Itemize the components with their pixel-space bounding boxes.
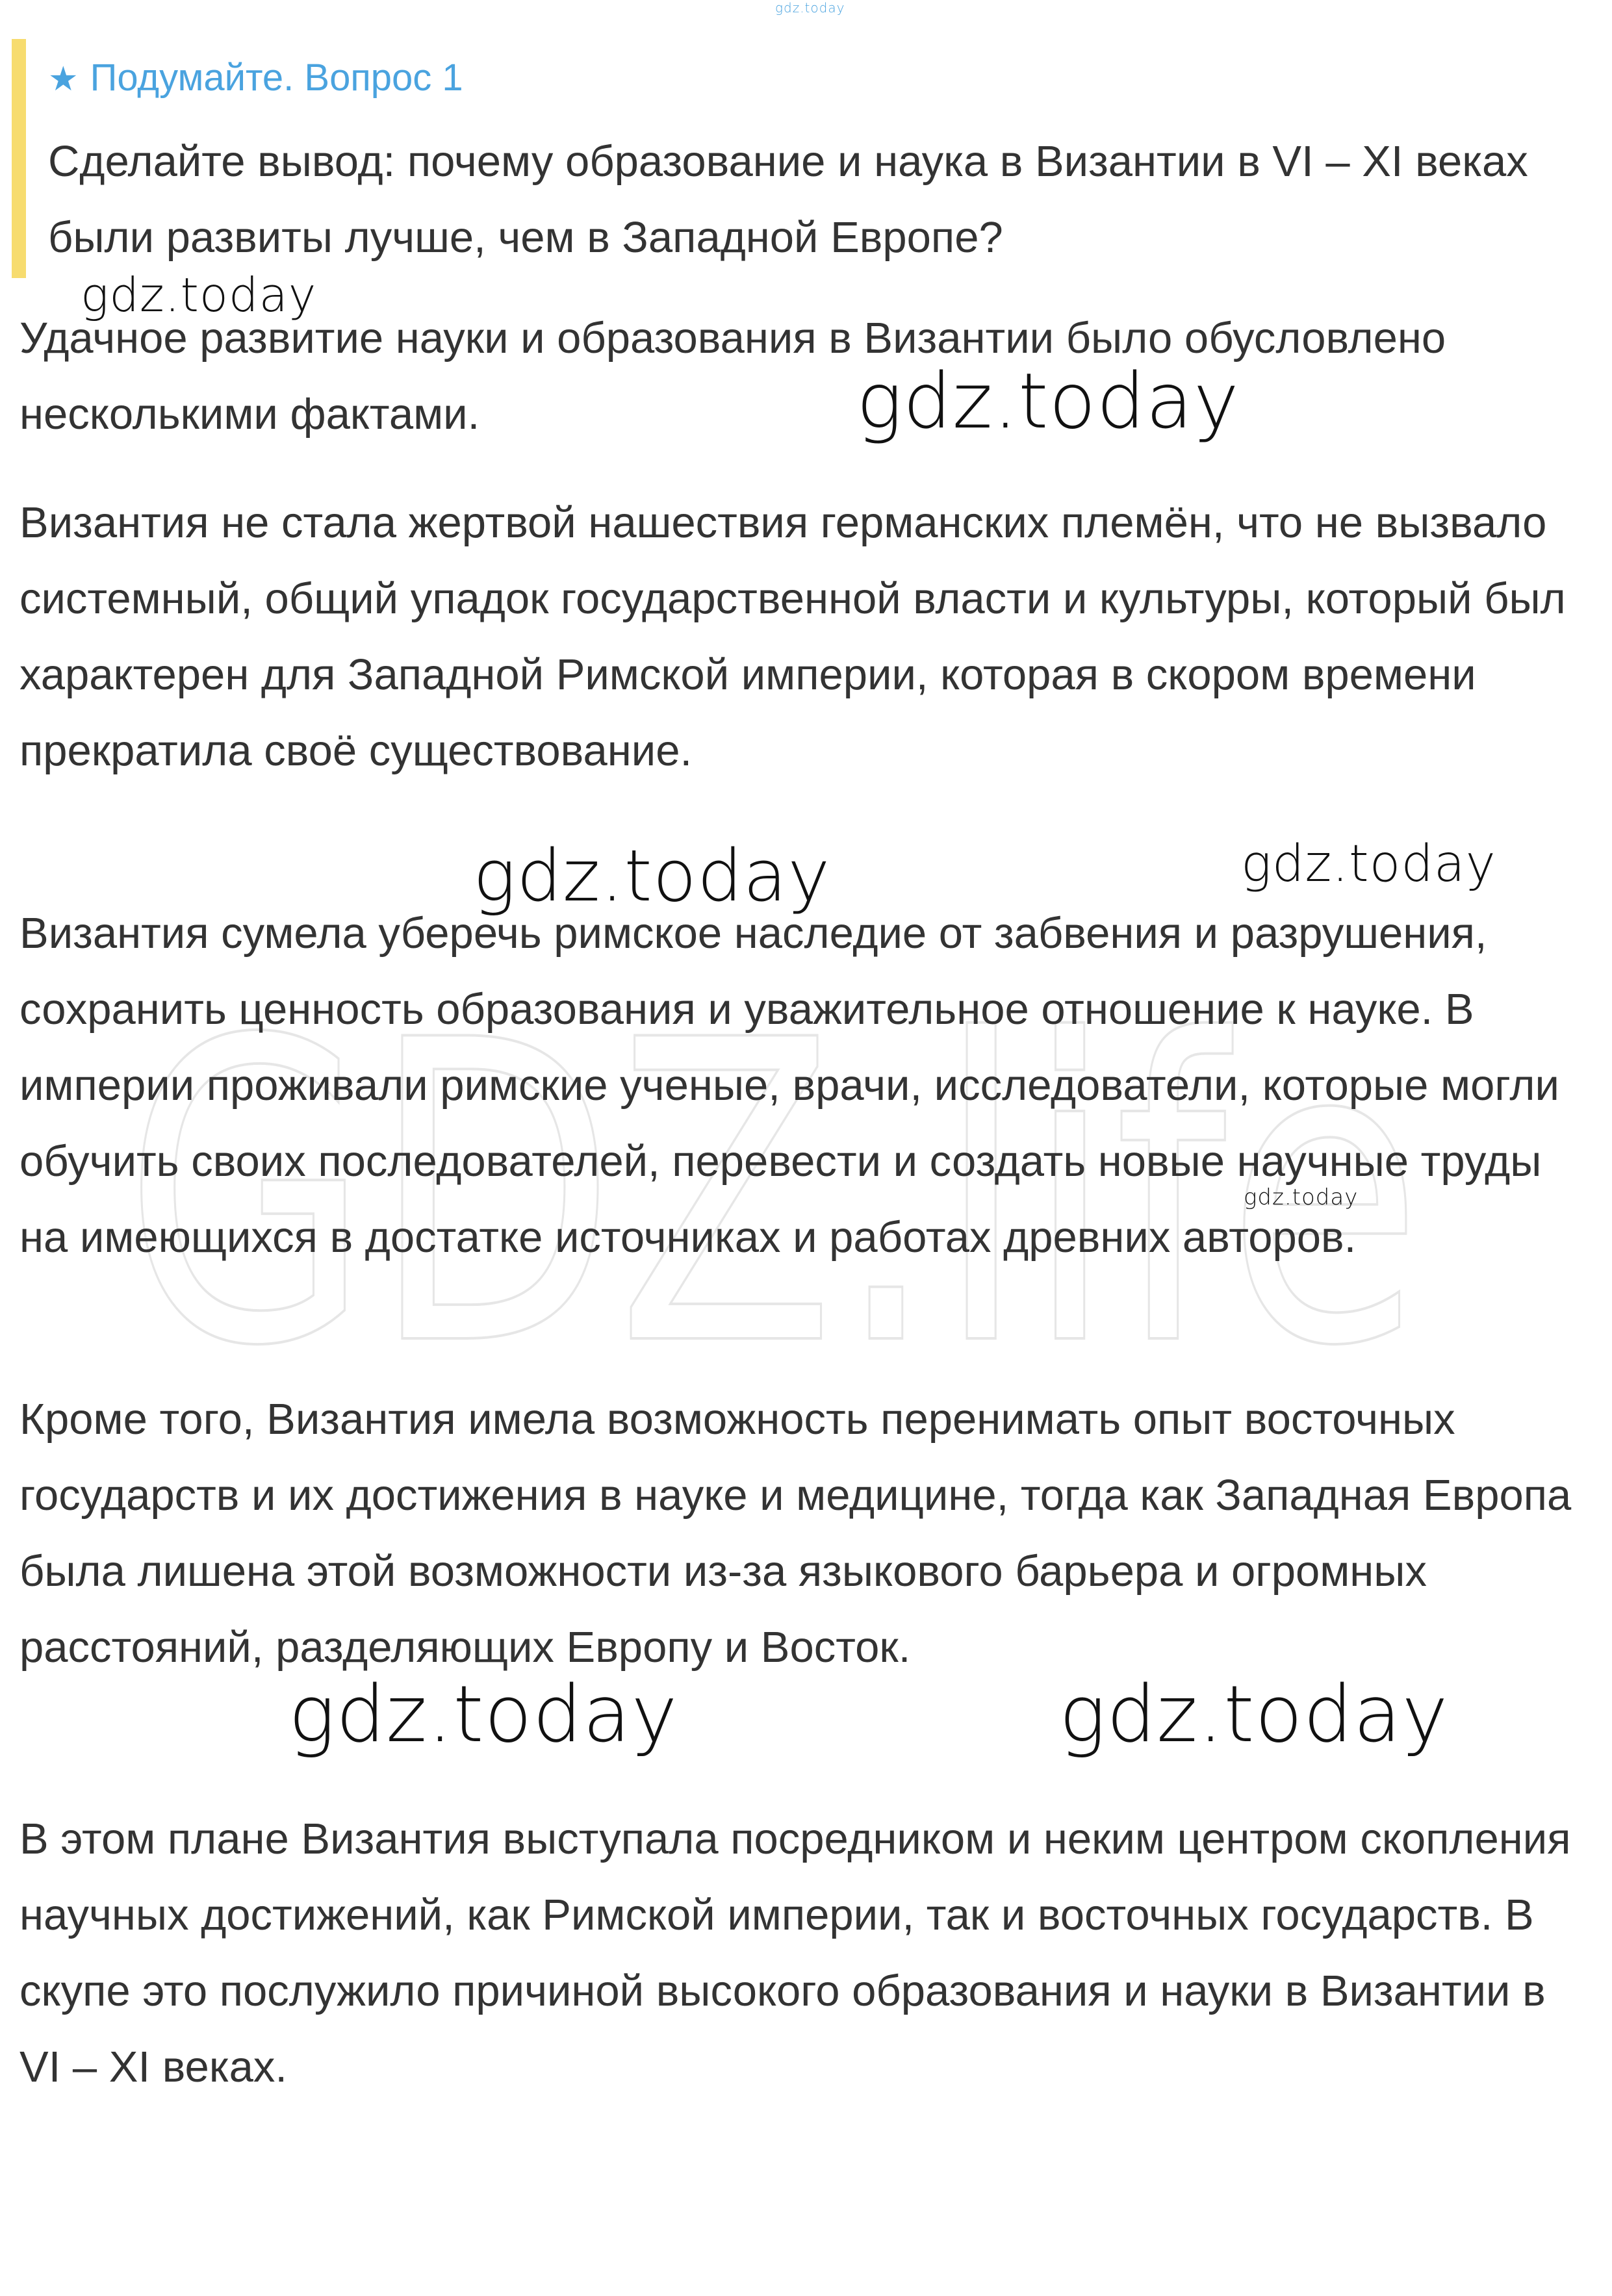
answer-paragraph-3: Византия сумела уберечь римское наследие от забвения и разрушения, сохранить ценность образования и уважительное отношение к науке. В империи проживали римские ученые, врачи, исследователи, которые могли обучить своих последователей, перевести и создать новые научные труды на имеющихся в достатке источниках и работах древних авторов. bbox=[19, 909, 1559, 1262]
question-block bbox=[0, 32, 1612, 279]
question-header bbox=[48, 55, 463, 102]
watermark: gdz.today bbox=[473, 834, 831, 917]
watermark: gdz.today bbox=[1241, 835, 1496, 893]
question-header-label: Подумайте. Вопрос 1 bbox=[90, 57, 463, 99]
watermark: gdz.today bbox=[81, 268, 317, 322]
answer-paragraph-5: В этом плане Византия выступала посредником и неким центром скопления научных достижений, как Римской империи, так и восточных государств. В скупе это послужило причиной высокого образования и науки в Византии в VI – XI веках. bbox=[19, 1815, 1571, 2091]
question-accent-bar bbox=[12, 39, 26, 278]
watermark: gdz.today bbox=[288, 1670, 678, 1760]
watermark: gdz.today bbox=[1059, 1670, 1449, 1760]
watermark: gdz.today bbox=[1244, 1184, 1359, 1210]
star-icon: ★ bbox=[48, 60, 79, 98]
question-text: Сделайте вывод: почему образование и наука в Византии в VI – XI веках были развиты лучше, чем в Западной Европе? bbox=[48, 137, 1528, 262]
answer-paragraph-2: Византия не стала жертвой нашествия германских племён, что не вызвало системный, общий упадок государственной власти и культуры, который был характерен для Западной Римской империи, которая в скором времени прекратила своё существование. bbox=[19, 498, 1566, 775]
answer-paragraph-1: Удачное развитие науки и образования в Византии было обусловлено несколькими фактами. bbox=[19, 314, 1446, 439]
watermark: gdz.today bbox=[856, 356, 1240, 446]
gdz-life-watermark-text: GDZ.life bbox=[123, 1001, 1423, 1390]
answer-paragraph-4: Кроме того, Византия имела возможность перенимать опыт восточных государств и их достижения в науке и медицине, тогда как Западная Европа была лишена этой возможности из-за языкового барьера и огромных расстояний, разделяющих Европу и Восток. bbox=[19, 1395, 1572, 1672]
watermark-top: gdz.today bbox=[775, 0, 845, 16]
